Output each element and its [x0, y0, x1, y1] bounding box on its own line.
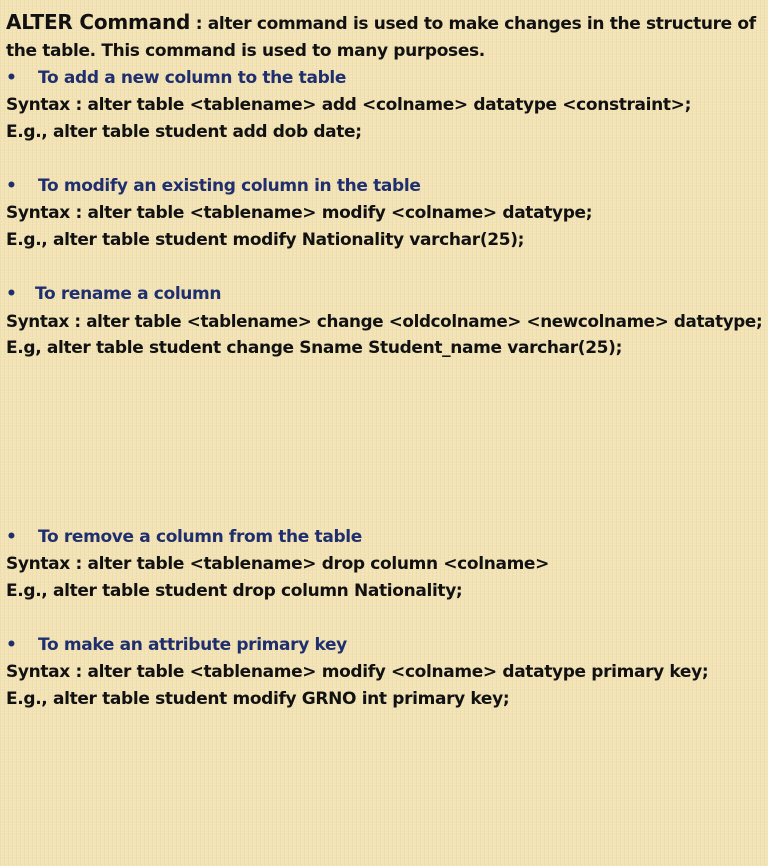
section-modify-heading — [6, 176, 421, 196]
section-primary-key-example: E.g., alter table student modify GRNO int primary key; — [6, 689, 510, 709]
bullet-icon: • — [6, 527, 17, 547]
section-rename-example: E.g, alter table student change Sname Student_name varchar(25); — [6, 338, 623, 358]
section-rename-syntax: Syntax : alter table <tablename> change <oldcolname> <newcolname> datatype; — [6, 311, 763, 331]
section-heading-text: To rename a column — [35, 284, 222, 304]
bullet-icon: • — [6, 176, 17, 196]
section-add-heading — [6, 68, 346, 88]
section-primary-key-heading — [6, 635, 347, 655]
section-remove-example: E.g., alter table student drop column Nationality; — [6, 581, 463, 601]
page-title: ALTER Command — [6, 10, 191, 34]
section-heading-text: To remove a column from the table — [38, 527, 362, 547]
title-separator: : — [190, 14, 208, 34]
section-remove-heading — [6, 527, 362, 547]
bullet-icon: • — [6, 68, 17, 88]
section-heading-text: To add a new column to the table — [38, 68, 347, 88]
section-heading-text: To modify an existing column in the table — [38, 176, 421, 196]
section-heading-text: To make an attribute primary key — [38, 635, 347, 655]
section-add-example: E.g., alter table student add dob date; — [6, 122, 362, 142]
section-remove-syntax: Syntax : alter table <tablename> drop column <colname> — [6, 554, 550, 574]
section-rename-heading — [6, 284, 221, 304]
bullet-icon: • — [6, 284, 17, 304]
bullet-icon: • — [6, 635, 17, 655]
section-modify-syntax: Syntax : alter table <tablename> modify <colname> datatype; — [6, 203, 593, 223]
intro-text-1: alter command is used to make changes in the structure of — [207, 14, 756, 34]
section-modify-example: E.g., alter table student modify Nationality varchar(25); — [6, 230, 525, 250]
intro-line-2: the table. This command is used to many purposes. — [6, 41, 485, 61]
section-primary-key-syntax: Syntax : alter table <tablename> modify <colname> datatype primary key; — [6, 662, 709, 682]
section-add-syntax: Syntax : alter table <tablename> add <colname> datatype <constraint>; — [6, 95, 692, 115]
intro-line-1 — [6, 12, 756, 34]
